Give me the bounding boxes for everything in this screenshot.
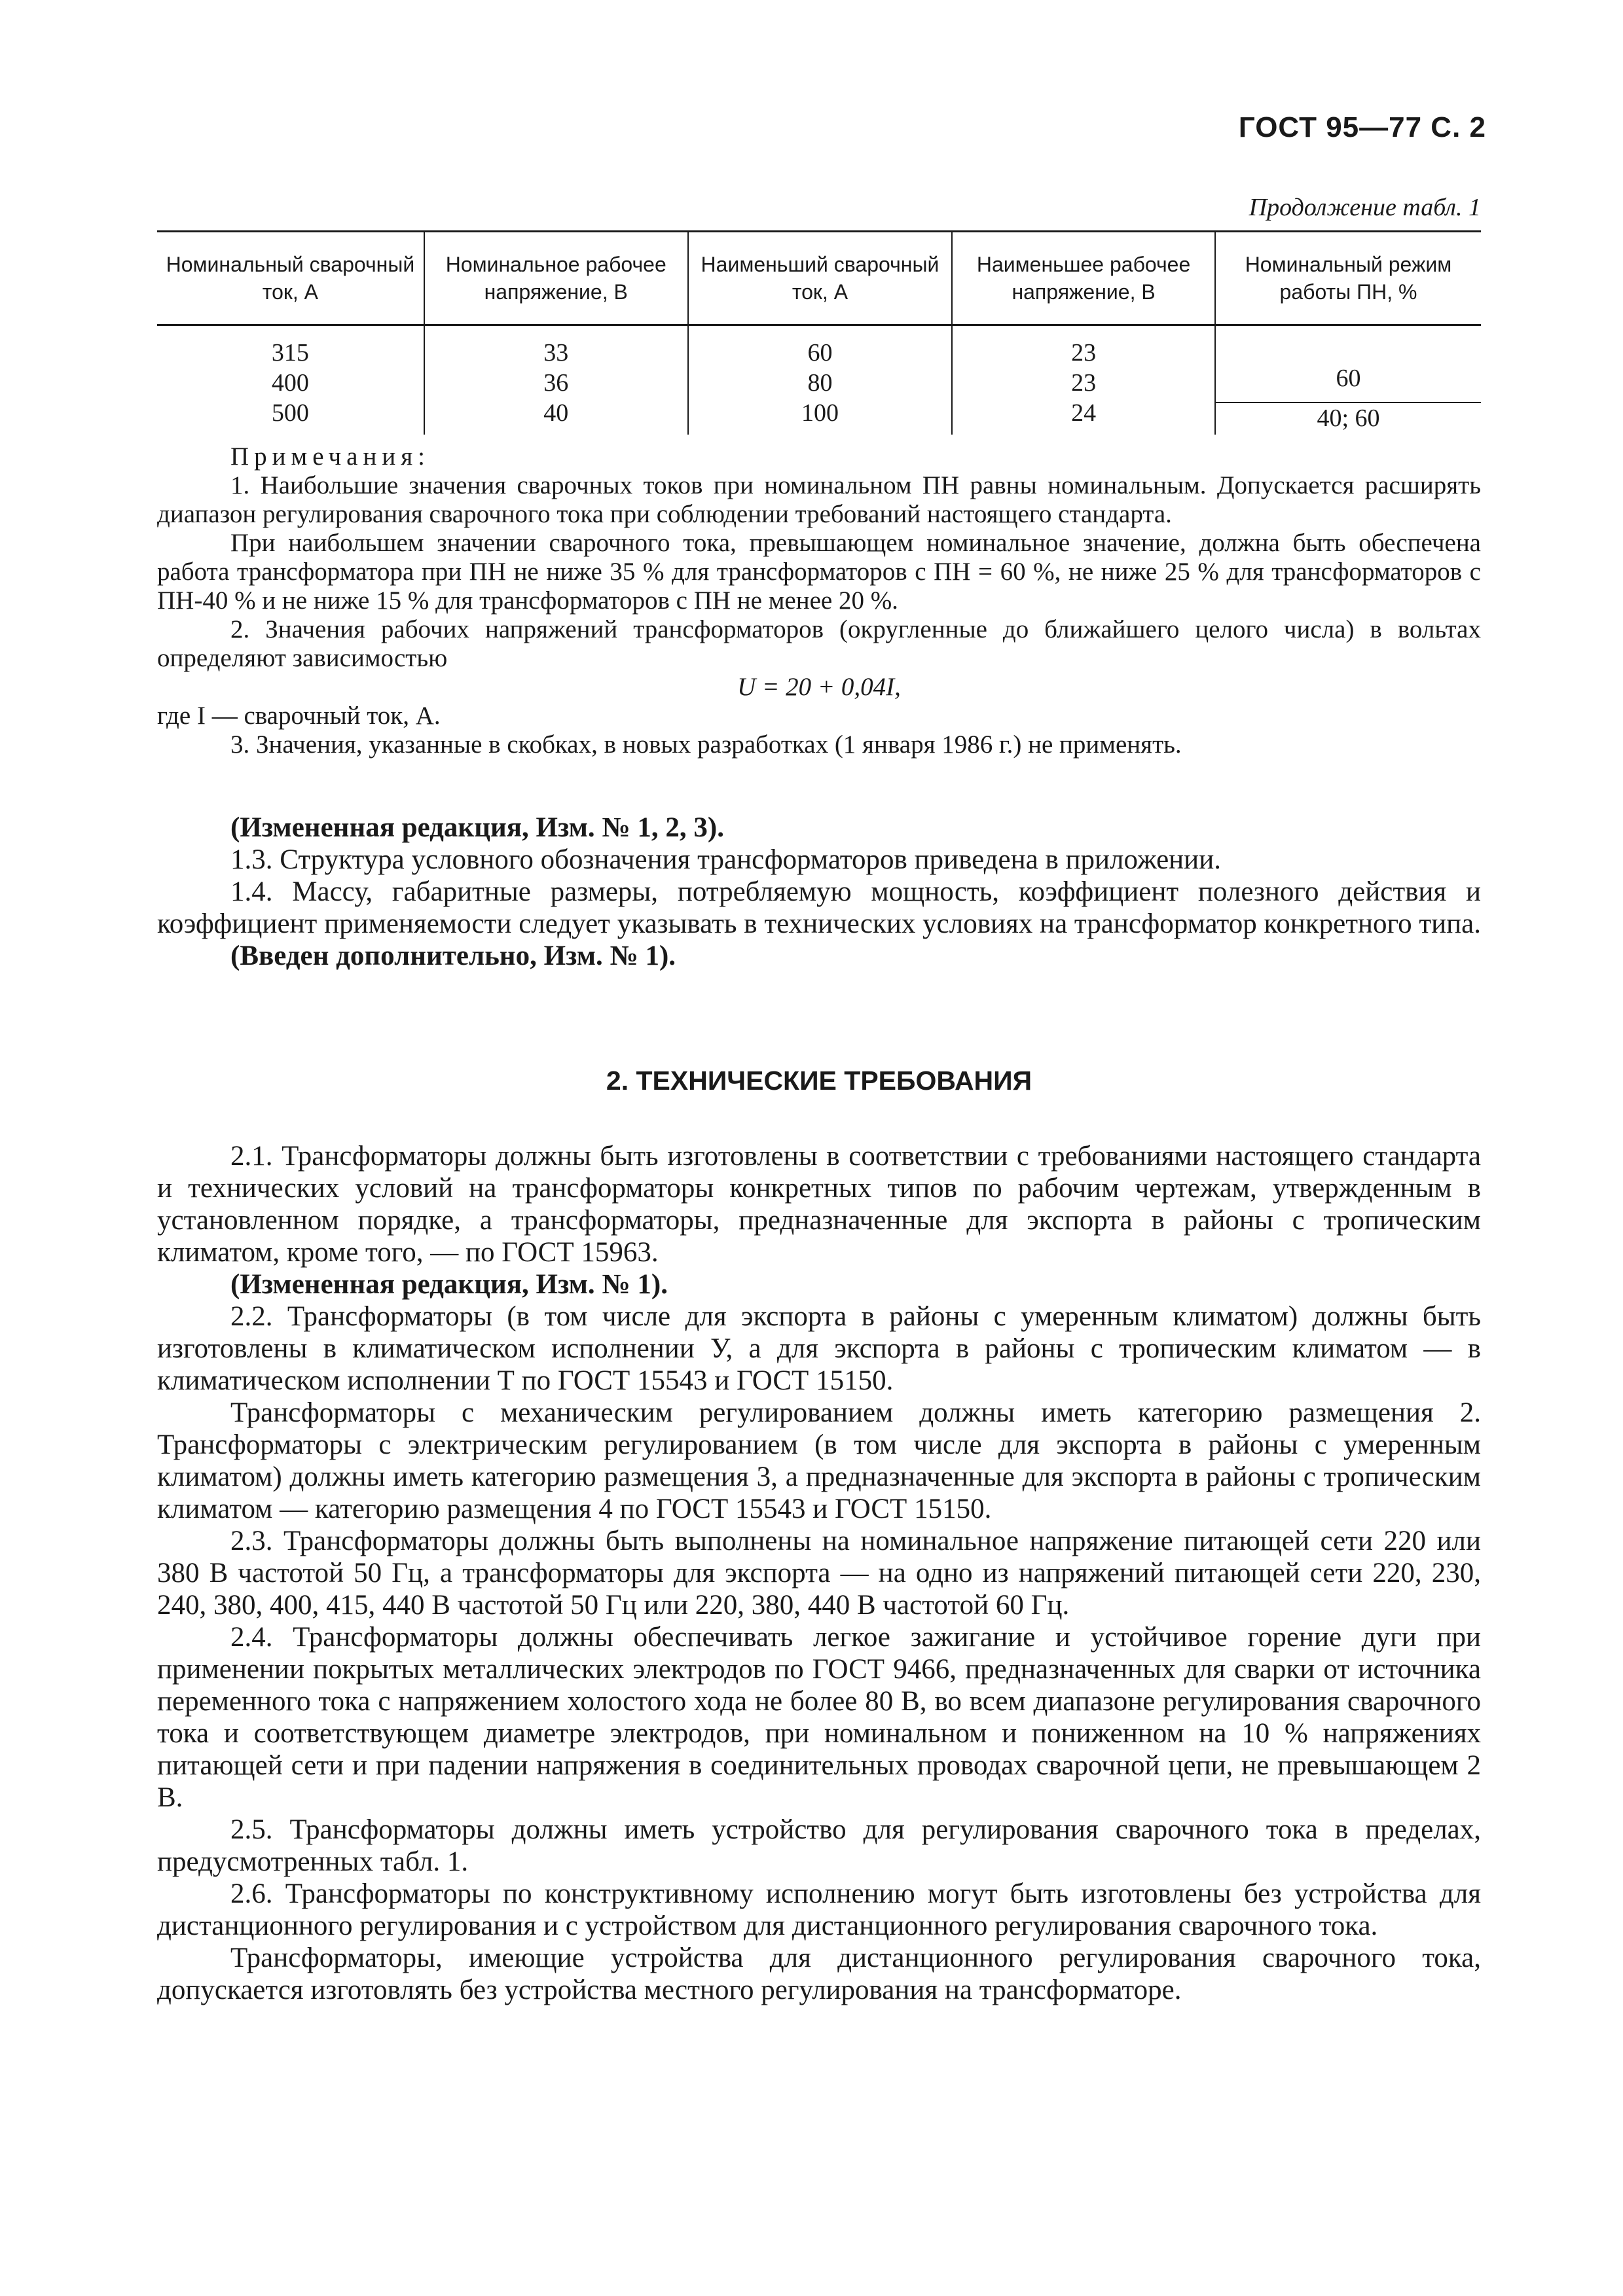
table-cell-column: [157, 325, 424, 435]
page-header: ГОСТ 95—77 С. 2: [1238, 111, 1486, 143]
paragraph: 2.5. Трансформаторы должны иметь устройство для регулирования сварочного тока в пределах, предусмотренных табл. 1.: [157, 1814, 1481, 1877]
column-header: Наименьшее рабочее напряжение, В: [952, 232, 1215, 325]
notes-title: Примечания:: [230, 442, 430, 471]
table-cell: 36: [543, 369, 569, 397]
table-cell: 23: [1071, 369, 1097, 397]
table-cell: 100: [801, 399, 839, 427]
paragraph: 2.6. Трансформаторы по конструктивному исполнению могут быть изготовлены без устройства для дистанционного регулирования и с устройством для дистанционного регулирования сварочного тока.: [157, 1878, 1481, 1941]
table-notes: [157, 442, 1481, 759]
table-cell-column: [952, 325, 1215, 435]
table-cell: 500: [271, 399, 309, 427]
table-cell: 40; 60: [1317, 404, 1380, 432]
table-cell: 80: [807, 369, 833, 397]
table-header-row: [157, 232, 1481, 325]
paragraph: 2.4. Трансформаторы должны обеспечивать легкое зажигание и устойчивое горение дуги при применении покрытых металлических электродов по ГОСТ 9466, предназначенных для сварки от источника переменного тока с напряжением холостого хода не более 80 В, во всем диапазоне регулирования сварочного тока и соответствующем диаметре электродов, при номинальном и пониженном на 10 % напряжениях питающей сети и при падении напряжения в соединительных проводах сварочной цепи, не превышающем 2 В.: [157, 1622, 1481, 1813]
column-header: Наименьший сварочный ток, А: [688, 232, 953, 325]
table-cell: 315: [271, 339, 309, 367]
paragraph: 2.1. Трансформаторы должны быть изготовлены в соответствии с требованиями настоящего стандарта и технических условий на трансформаторы конкретных типов по рабочим чертежам, утвержденным в установленном порядке, а трансформаторы, предназначенные для экспорта в районы с тропическим климатом, кроме того, — по ГОСТ 15963.: [157, 1141, 1481, 1268]
table-cell: 60: [807, 339, 833, 367]
paragraph: Трансформаторы, имеющие устройства для дистанционного регулирования сварочного тока, допускается изготовлять без устройства местного регулирования на трансформаторе.: [157, 1943, 1481, 2005]
formula: U = 20 + 0,04I,: [737, 673, 901, 701]
section-title: 2. ТЕХНИЧЕСКИЕ ТРЕБОВАНИЯ: [606, 1066, 1032, 1096]
note-paragraph: где I — сварочный ток, А.: [157, 702, 441, 730]
table-cell: 400: [271, 369, 309, 397]
note-paragraph: 2. Значения рабочих напряжений трансформаторов (округленные до ближайшего целого числа) в вольтах определяют зависимостью: [157, 615, 1481, 672]
section-1-end: [157, 812, 1481, 972]
amendment-note: (Измененная редакция, Изм. № 1, 2, 3).: [230, 812, 724, 843]
table-cell: 33: [543, 339, 569, 367]
table-cell-column: [688, 325, 953, 435]
amendment-note: (Введен дополнительно, Изм. № 1).: [230, 941, 676, 971]
table-cell: 24: [1071, 399, 1097, 427]
paragraph: Трансформаторы с механическим регулированием должны иметь категорию размещения 2. Трансформаторы с электрическим регулированием (в том числе для экспорта в районы с умеренным климатом) должны иметь категорию размещения 3, а предназначенные для экспорта в районы с тропическим климатом — категорию размещения 4 по ГОСТ 15543 и ГОСТ 15150.: [157, 1397, 1481, 1524]
paragraph: 2.3. Трансформаторы должны быть выполнены на номинальное напряжение питающей сети 220 или 380 В частотой 50 Гц, а трансформаторы для экспорта — на одно из напряжений питающей сети 220, 230, 240, 380, 400, 415, 440 В частотой 50 Гц или 220, 380, 440 В частотой 60 Гц.: [157, 1526, 1481, 1621]
table-cell: 60: [1216, 326, 1481, 403]
table-cell-column: [424, 325, 688, 435]
column-header: Номинальное рабочее напряжение, В: [424, 232, 688, 325]
table-cell: 23: [1071, 339, 1097, 367]
paragraph: 1.3. Структура условного обозначения трансформаторов приведена в приложении.: [230, 844, 1221, 875]
note-paragraph: 3. Значения, указанные в скобках, в новых разработках (1 января 1986 г.) не применять.: [230, 730, 1182, 759]
amendment-note: (Измененная редакция, Изм. № 1).: [230, 1269, 668, 1300]
note-paragraph: 1. Наибольшие значения сварочных токов при номинальном ПН равны номинальным. Допускается расширять диапазон регулирования сварочного тока при соблюдении требований настоящего стандарта.: [157, 471, 1481, 528]
section-2-body: [157, 1140, 1481, 2006]
column-header: Номинальный режим работы ПН, %: [1215, 232, 1481, 325]
table-cell: 40: [543, 399, 569, 427]
column-header: Номинальный сварочный ток, А: [157, 232, 424, 325]
table-continuation-label: Продолжение табл. 1: [1249, 194, 1481, 221]
paragraph: 2.2. Трансформаторы (в том числе для экспорта в районы с умеренным климатом) должны быть изготовлены в климатическом исполнении У, а для экспорта в районы с тропическим климатом — в климатическом исполнении Т по ГОСТ 15543 и ГОСТ 15150.: [157, 1301, 1481, 1396]
table-data-row: [157, 325, 1481, 435]
table-cell-column: [1215, 325, 1481, 435]
note-paragraph: При наибольшем значении сварочного тока, превышающем номинальное значение, должна быть обеспечена работа трансформатора при ПН не ниже 35 % для трансформаторов с ПН = 60 %, не ниже 25 % для трансформаторов с ПН-40 % и не ниже 15 % для трансформаторов с ПН не менее 20 %.: [157, 529, 1481, 615]
paragraph: 1.4. Массу, габаритные размеры, потребляемую мощность, коэффициент полезного действия и коэффициент применяемости следует указывать в технических условиях на трансформатор конкретного типа.: [157, 876, 1481, 939]
welding-parameters-table: [157, 230, 1481, 435]
